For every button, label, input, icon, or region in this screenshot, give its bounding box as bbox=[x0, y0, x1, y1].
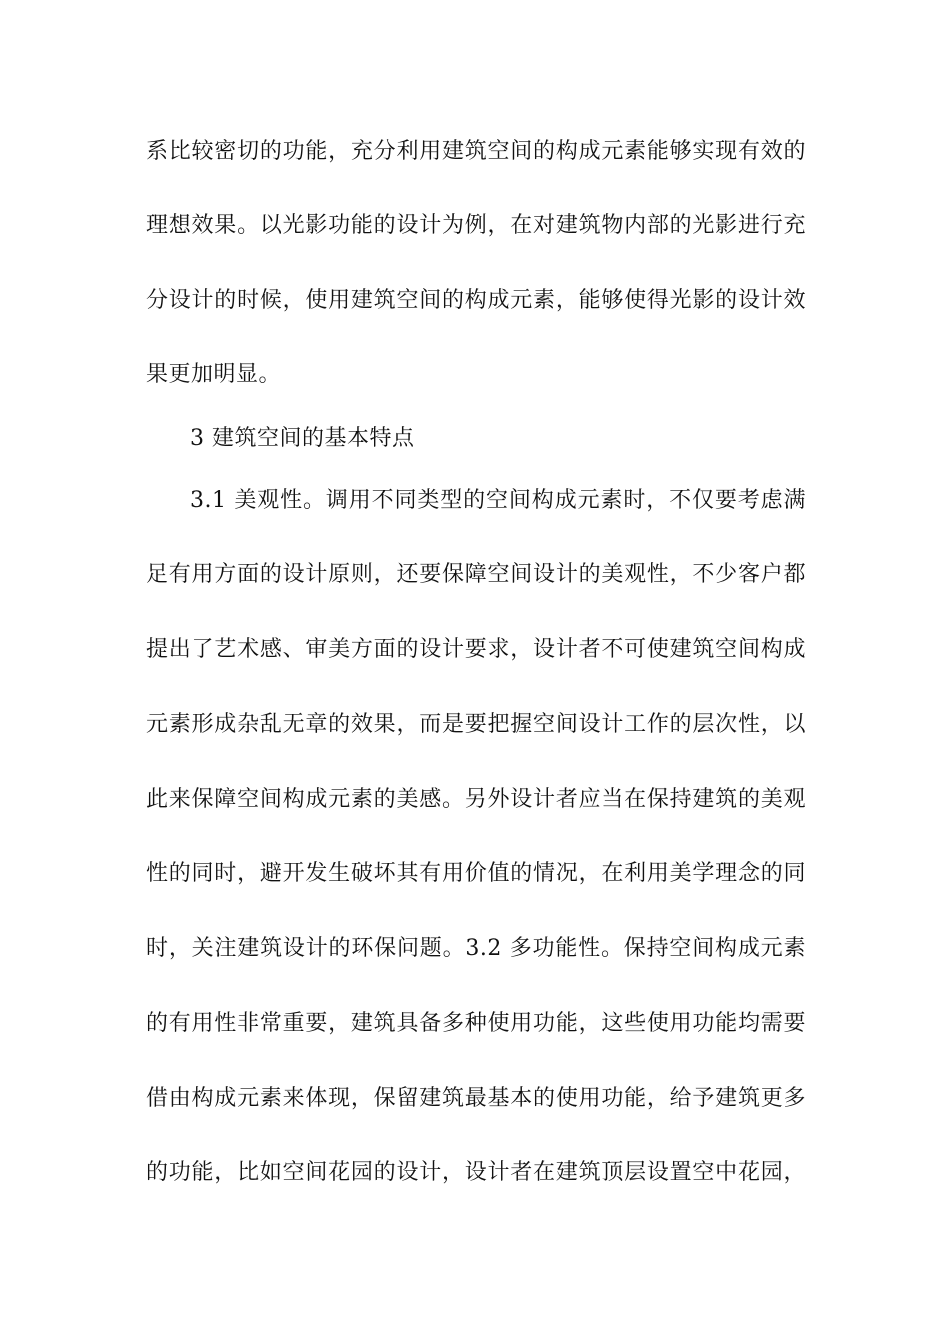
paragraph-line: 时，关注建筑设计的环保问题。3.2 多功能性。保持空间构成元素 bbox=[146, 936, 806, 961]
paragraph-line: 的有用性非常重要，建筑具备多种使用功能，这些使用功能均需要 bbox=[146, 1011, 806, 1036]
paragraph-line: 性的同时，避开发生破坏其有用价值的情况，在利用美学理念的同 bbox=[146, 861, 806, 886]
paragraph-line: 提出了艺术感、审美方面的设计要求，设计者不可使建筑空间构成 bbox=[146, 637, 806, 662]
paragraph-line: 系比较密切的功能，充分利用建筑空间的构成元素能够实现有效的 bbox=[146, 139, 806, 164]
paragraph-line: 此来保障空间构成元素的美感。另外设计者应当在保持建筑的美观 bbox=[146, 787, 806, 812]
paragraph-line: 元素形成杂乱无章的效果，而是要把握空间设计工作的层次性，以 bbox=[146, 712, 806, 737]
paragraph-line: 足有用方面的设计原则，还要保障空间设计的美观性，不少客户都 bbox=[146, 562, 806, 587]
paragraph-line: 的功能，比如空间花园的设计，设计者在建筑顶层设置空中花园， bbox=[146, 1160, 806, 1185]
paragraph-line: 借由构成元素来体现，保留建筑最基本的使用功能，给予建筑更多 bbox=[146, 1086, 806, 1111]
paragraph-line: 理想效果。以光影功能的设计为例，在对建筑物内部的光影进行充 bbox=[146, 213, 806, 238]
paragraph-line: 3.1 美观性。调用不同类型的空间构成元素时，不仅要考虑满 bbox=[190, 488, 806, 513]
section-heading: 3 建筑空间的基本特点 bbox=[190, 426, 415, 451]
paragraph-line: 果更加明显。 bbox=[146, 362, 282, 387]
paragraph-line: 分设计的时候，使用建筑空间的构成元素，能够使得光影的设计效 bbox=[146, 288, 806, 313]
